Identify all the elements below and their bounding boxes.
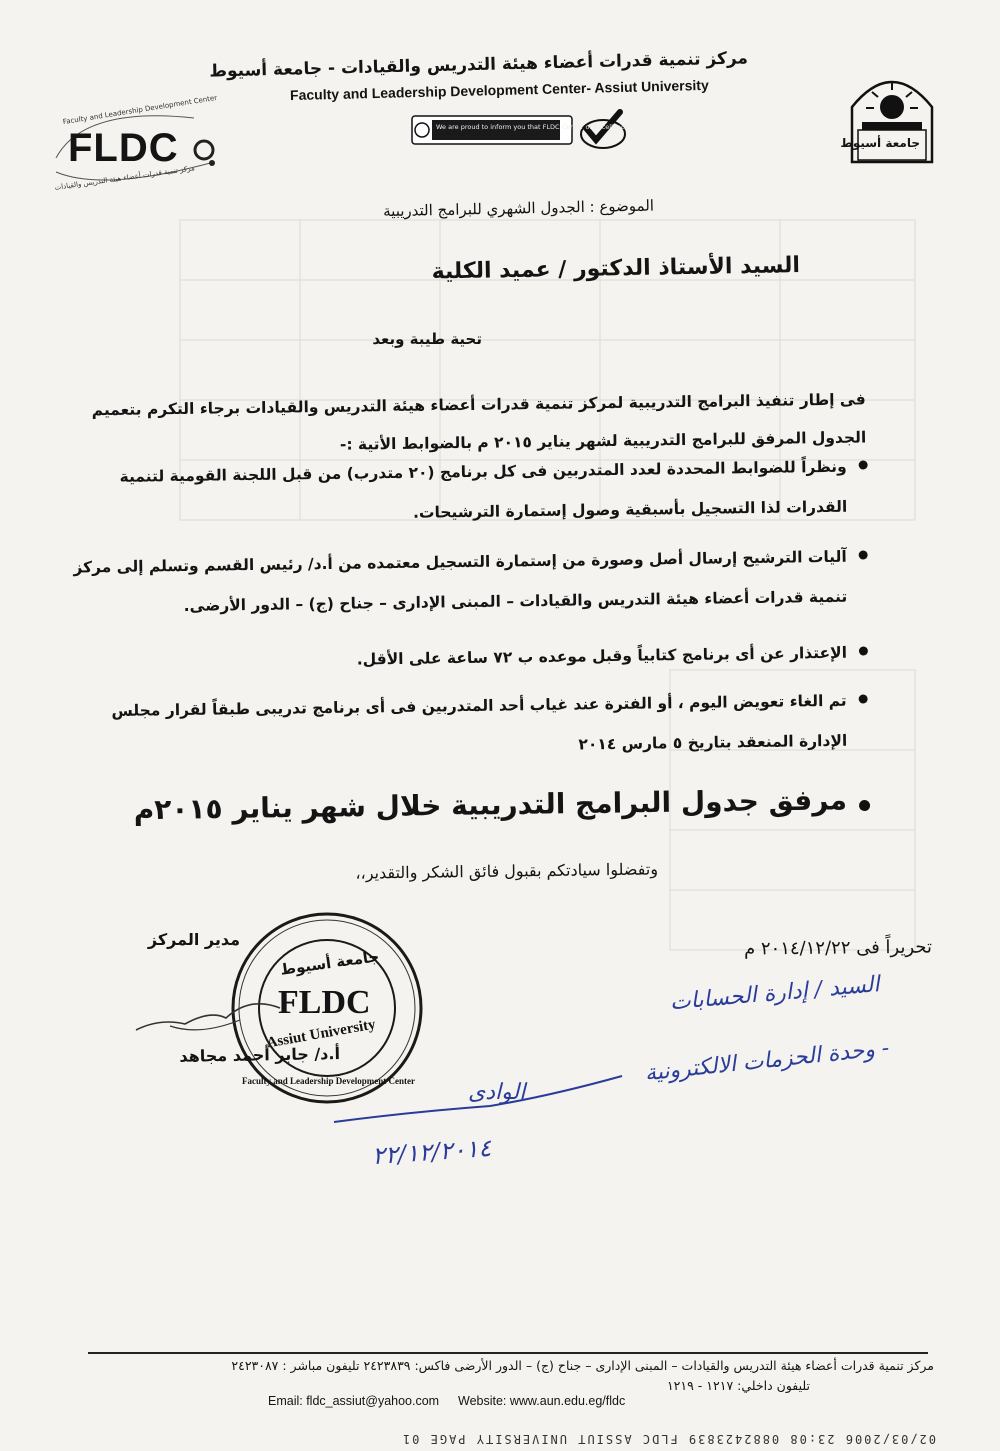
footer-address: مركز تنمية قدرات أعضاء هيئة التدريس والقيادات – المبنى الإدارى – جناح (ج) – الدور الأرضى فاكس: ٢٤٢٣٨٣٩ تليفون مباشر : ٢٤٢٣٠٨٧: [231, 1358, 934, 1373]
bullet-icon: [859, 550, 868, 559]
center-name-english: Faculty and Leadership Development Center- Assiut University: [289, 76, 709, 104]
stamp-center-text: FLDC: [278, 984, 371, 1021]
stamp-top-text: جامعة أسيوط: [279, 947, 381, 979]
signature-scribble-icon: [130, 990, 290, 1050]
bullet-icon: [859, 460, 868, 469]
addressee-title: السيد الأستاذ الدكتور / عميد الكلية: [431, 253, 801, 285]
rule-bullet-text: الإعتذار عن أى برنامج كتابياً وقبل موعده ب ٧٢ ساعة على الأقل.: [356, 643, 848, 669]
stamp-ring-text: Faculty and Leadership Development Center: [242, 1076, 415, 1086]
bullet-icon: [859, 694, 868, 703]
attachment-text: مرفق جدول البرامج التدريبية خلال شهر يناير ٢٠١٥م: [133, 783, 848, 827]
footer-phones: تليفون داخلي: ١٢١٧ - ١٢١٩: [666, 1378, 810, 1393]
rule-bullet-text: تم الغاء تعويض اليوم ، أو الفترة عند غياب أحد المتدربين فى أى برنامج تدريبى طبقاً لقرار مجلس الإدارة المنعقد بتاريخ ٥ مارس ٢٠١٤: [111, 691, 848, 754]
signer-role: مدير المركز: [147, 930, 240, 949]
rule-bullet-text: ونظراً للضوابط المحددة لعدد المتدربين فى كل برنامج (٢٠ متدرب) من قبل اللجنة القومية لتنمية القدرات لذا التسجيل بأسبقية وصول إستمارة الترشيحات.: [119, 457, 848, 522]
fax-header: 02/03/2006 23:08 0882423839 FLDC ASSIUT UNIVERSITY PAGE 01: [400, 1432, 936, 1446]
director-signature: [130, 990, 290, 1050]
center-name-arabic: مركز تنمية قدرات أعضاء هيئة التدريس والقيادات - جامعة أسيوط: [209, 48, 749, 82]
intro-paragraph: فى إطار تنفيذ البرامج التدريبية لمركز تنمية قدرات أعضاء هيئة التدريس والقيادات برجاء التكرم بتعميم الجدول المرفق للبرامج التدريبية لشهر يناير ٢٠١٥ م بالضوابط الأتية :-: [91, 390, 867, 454]
university-emblem-caption: جامعة أسيوط: [840, 136, 920, 150]
handwritten-signature: [330, 1066, 630, 1136]
issue-date: تحريراً فى ٢٠١٤/١٢/٢٢ م: [743, 936, 933, 960]
footer-email: Email: fldc_assiut@yahoo.com: [268, 1394, 440, 1408]
stamp-bottom-text: Assiut University: [265, 1016, 377, 1052]
handwritten-note-1: السيد / إدارة الحسابات: [669, 972, 881, 1016]
footer-website: Website: www.aun.edu.eg/fldc: [458, 1394, 626, 1408]
greeting: تحية طيبة وبعد: [372, 330, 482, 348]
assiut-university-logo: [842, 62, 942, 177]
fldc-logo-arc-text-ar: مركز تنمية قدرات أعضاء هيئة التدريس والقيادات: [54, 164, 196, 192]
fldc-logo-arc-text: Faculty and Leadership Development Center: [62, 93, 218, 127]
fldc-logo: [44, 93, 224, 195]
handwritten-note-2: - وحدة الحزمات الالكترونية: [643, 1035, 891, 1087]
footer-divider: [88, 1352, 928, 1354]
closing-line: وتفضلوا سيادتكم بقبول فائق الشكر والتقدير،،: [355, 859, 659, 883]
quality-badge: [408, 106, 638, 154]
university-emblem-icon: [842, 62, 942, 177]
bullet-icon: [859, 800, 870, 811]
fldc-logo-text: FLDC: [68, 126, 179, 170]
rule-bullet-1: [67, 446, 868, 537]
bullet-icon: [859, 646, 868, 655]
handwritten-date: ٢٢/١٢/٢٠١٤: [371, 1133, 493, 1171]
signer-name: أ.د/ جابر أحمد مجاهد: [179, 1043, 341, 1066]
rule-bullet-text: آليات الترشيح إرسال أصل وصورة من إستمارة التسجيل معتمده من أ.د/ رئيس القسم وتسلم إلى مركز تنمية قدرات أعضاء هيئة التدريس والقيادات – المبنى الإدارى – جناح (ج) – الدور الأرضى.: [73, 547, 848, 615]
letter-subject: الموضوع : الجدول الشهري للبرامج التدريبية: [382, 196, 655, 221]
handwritten-signature-text: الوادى: [468, 1080, 526, 1105]
rule-bullet-4: [67, 680, 868, 771]
rule-bullet-2: [67, 536, 868, 627]
badge-text: We are proud to inform you that FLDC Center of Excellence: [436, 123, 629, 131]
